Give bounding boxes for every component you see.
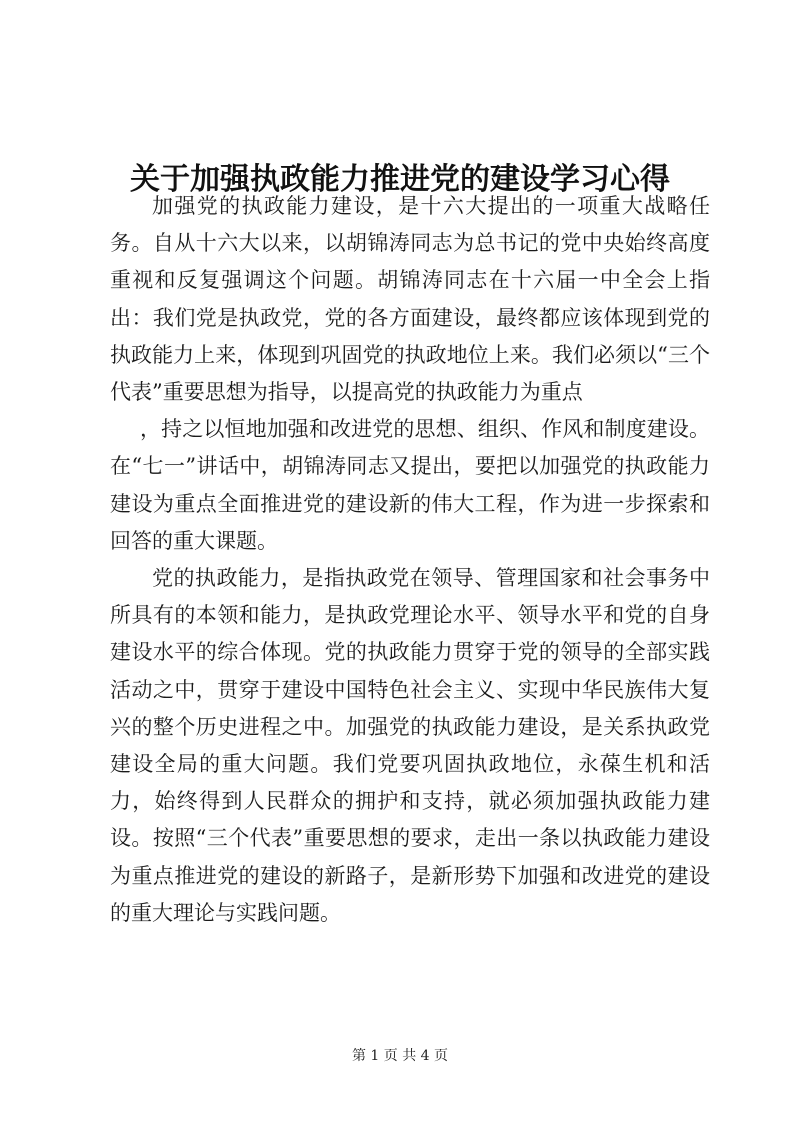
paragraph-3: 党的执政能力，是指执政党在领导、管理国家和社会事务中所具有的本领和能力，是执政党理论水平、领导水平和党的自身建设水平的综合体现。党的执政能力贯穿于党的领导的全部实践活动之中，贯穿于建设中国特色社会主义、实现中华民族伟大复兴的整个历史进程之中。加强党的执政能力建设，是关系执政党建设全局的重大问题。我们党要巩固执政地位，永葆生机和活力，始终得到人民群众的拥护和支持，就必须加强执政能力建设。按照“三个代表”重要思想的要求，走出一条以执政能力建设为重点推进党的建设的新路子，是新形势下加强和改进党的建设的重大理论与实践问题。 bbox=[110, 566, 710, 925]
page-number-footer: 第 1 页 共 4 页 bbox=[351, 1048, 449, 1064]
paragraph-2: ，持之以恒地加强和改进党的思想、组织、作风和制度建设。在“七一”讲话中，胡锦涛同志又提出，要把以加强党的执政能力建设为重点全面推进党的建设新的伟大工程，作为进一步探索和回答的重大课题。 bbox=[110, 417, 710, 553]
document-title: 关于加强执政能力推进党的建设学习心得 bbox=[130, 162, 670, 198]
document-body bbox=[110, 188, 710, 932]
paragraph-1: 加强党的执政能力建设，是十六大提出的一项重大战略任务。自从十六大以来，以胡锦涛同志为总书记的党中央始终高度重视和反复强调这个问题。胡锦涛同志在十六届一中全会上指出：我们党是执政党，党的各方面建设，最终都应该体现到党的执政能力上来，体现到巩固党的执政地位上来。我们必须以“三个代表”重要思想为指导，以提高党的执政能力为重点 bbox=[110, 194, 710, 405]
